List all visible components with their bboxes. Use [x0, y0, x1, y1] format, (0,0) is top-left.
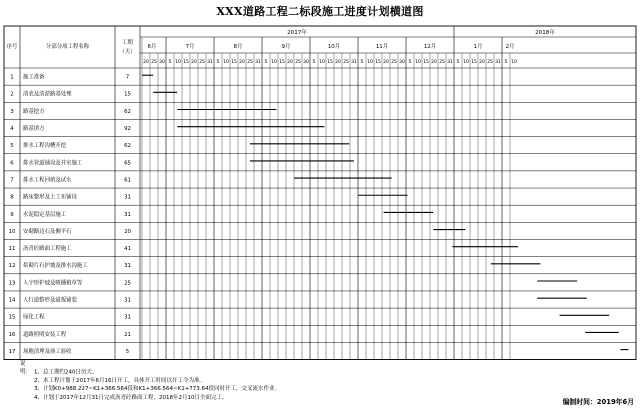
task-index: 6 [10, 160, 14, 167]
task-duration: 5 [125, 348, 130, 355]
year-label: 2017年 [287, 30, 307, 36]
day-label: 20 [287, 60, 293, 65]
task-index: 13 [8, 280, 16, 287]
month-label: 10月 [327, 44, 341, 50]
task-index: 2 [10, 91, 14, 98]
day-label: 20 [191, 60, 197, 65]
day-label: 25 [343, 60, 349, 65]
task-index: 3 [10, 108, 14, 115]
day-label: 5 [408, 60, 412, 65]
task-index: 17 [8, 348, 16, 355]
task-duration: 31 [124, 297, 131, 304]
day-label: 5 [360, 60, 364, 65]
task-name: 排水工程回填及试水 [23, 177, 72, 184]
header-duration: 工期 [122, 40, 133, 46]
day-label: 25 [439, 60, 445, 65]
day-label: 10 [223, 60, 229, 65]
task-name: 浆砌片石护坡及排水沟施工 [23, 263, 88, 270]
day-label: 20 [335, 60, 341, 65]
day-label: 20 [383, 60, 389, 65]
task-index: 5 [10, 143, 14, 150]
day-label: 20 [239, 60, 245, 65]
task-index: 11 [8, 246, 16, 253]
day-label: 5 [216, 60, 220, 65]
task-duration: 62 [124, 143, 131, 150]
day-label: 10 [367, 60, 373, 65]
task-index: 4 [10, 126, 14, 133]
task-duration: 31 [124, 263, 131, 270]
task-index: 15 [8, 314, 16, 321]
note-line-3: 3、计划K0+988.227~K1+366.564段和K1+366.564~K1+773.64段同时开工，交叉流水作业。 [34, 386, 281, 393]
day-label: 25 [391, 60, 397, 65]
note-line-4: 4、计划于2017年12月31日完成沥青砼路面工程，2018年2月10日全面完工。 [34, 394, 228, 401]
notes [20, 360, 280, 402]
day-label: 15 [183, 60, 189, 65]
task-index: 9 [10, 211, 14, 218]
header-index: 序号 [6, 44, 18, 50]
day-label: 25 [295, 60, 301, 65]
task-name: 沥青砼路面工程施工 [23, 246, 72, 253]
task-index: 1 [10, 74, 14, 81]
task-name: 安砌路边石及侧平石 [23, 228, 72, 235]
task-duration: 92 [124, 126, 131, 133]
task-name: 路床整形及土工布铺设 [23, 194, 77, 201]
day-label: 31 [255, 60, 261, 65]
header-duration-unit: （天） [119, 49, 136, 55]
day-label: 5 [456, 60, 460, 65]
day-label: 31 [447, 60, 453, 65]
task-duration: 65 [124, 160, 131, 167]
day-label: 30 [159, 60, 165, 65]
month-label: 2月 [505, 44, 515, 50]
task-name: 清表及清淤路基处理 [23, 91, 72, 98]
month-label: 12月 [423, 44, 437, 50]
task-index: 14 [8, 297, 16, 304]
task-index: 8 [10, 194, 14, 201]
day-label: 10 [175, 60, 181, 65]
task-name: 施工准备 [23, 74, 45, 81]
table-border [4, 26, 636, 360]
day-label: 10 [271, 60, 277, 65]
month-label: 1月 [473, 44, 483, 50]
month-label: 7月 [185, 44, 195, 50]
month-label: 6月 [147, 44, 157, 50]
task-duration: 61 [124, 177, 131, 184]
task-duration: 31 [124, 314, 131, 321]
task-duration: 25 [124, 280, 131, 287]
day-label: 10 [415, 60, 421, 65]
page-title: XXX道路工程二标段施工进度计划横道图 [216, 5, 424, 18]
day-label: 10 [463, 60, 469, 65]
day-label: 25 [199, 60, 205, 65]
task-name: 路基挖方 [23, 108, 45, 115]
task-duration: 7 [125, 74, 130, 81]
day-label: 5 [264, 60, 268, 65]
task-duration: 20 [124, 228, 131, 235]
day-label: 31 [207, 60, 213, 65]
task-index: 7 [10, 177, 14, 184]
task-name: 排水工程沟槽开挖 [23, 143, 67, 150]
year-label: 2018年 [535, 30, 555, 36]
day-label: 15 [423, 60, 429, 65]
day-label: 15 [327, 60, 333, 65]
task-index: 10 [8, 228, 16, 235]
day-label: 5 [168, 60, 172, 65]
day-label: 15 [471, 60, 477, 65]
task-name: 排水管道铺设及井室施工 [23, 160, 83, 167]
day-label: 15 [375, 60, 381, 65]
day-label: 20 [479, 60, 485, 65]
day-label: 25 [487, 60, 493, 65]
task-duration: 41 [124, 246, 131, 253]
day-label: 15 [231, 60, 237, 65]
day-label: 5 [312, 60, 316, 65]
task-index: 16 [8, 331, 16, 338]
day-label: 25 [151, 60, 157, 65]
day-label: 30 [303, 60, 309, 65]
task-duration: 15 [124, 91, 131, 98]
day-label: 20 [431, 60, 437, 65]
month-label: 9月 [281, 44, 291, 50]
task-index: 12 [8, 263, 16, 270]
task-name: 场地清理及竣工验收 [23, 348, 72, 355]
day-label: 5 [504, 60, 508, 65]
task-name: 人行道整形及道板铺装 [23, 297, 77, 304]
day-label: 30 [399, 60, 405, 65]
day-label: 31 [495, 60, 501, 65]
note-line-1: 1、总工期约240日历天。 [34, 369, 98, 376]
task-duration: 31 [124, 211, 131, 218]
day-label: 10 [511, 60, 517, 65]
month-label: 11月 [375, 44, 389, 50]
task-name: 道路照明安装工程 [23, 331, 67, 338]
day-label: 20 [143, 60, 149, 65]
header-task: 分部分项工程名称 [45, 44, 90, 50]
day-label: 25 [247, 60, 253, 65]
day-label: 31 [351, 60, 357, 65]
task-duration: 21 [124, 331, 131, 338]
task-name: 水泥稳定基层施工 [23, 211, 67, 218]
month-label: 8月 [233, 44, 243, 50]
task-name: 绿化工程 [23, 314, 45, 321]
note-line-2: 2、本工程计划于2017年6月16日开工，具体开工时间以开工令为准。 [34, 377, 205, 384]
task-name: 人字形护坡及喷播植草等 [23, 280, 83, 287]
notes-label: 说明： [20, 361, 32, 376]
day-label: 10 [319, 60, 325, 65]
day-label: 15 [279, 60, 285, 65]
task-duration: 62 [124, 108, 131, 115]
task-duration: 31 [124, 194, 131, 201]
task-name: 路基填方 [23, 126, 45, 133]
compile-date: 编制时间：2019年6月 [562, 398, 634, 406]
